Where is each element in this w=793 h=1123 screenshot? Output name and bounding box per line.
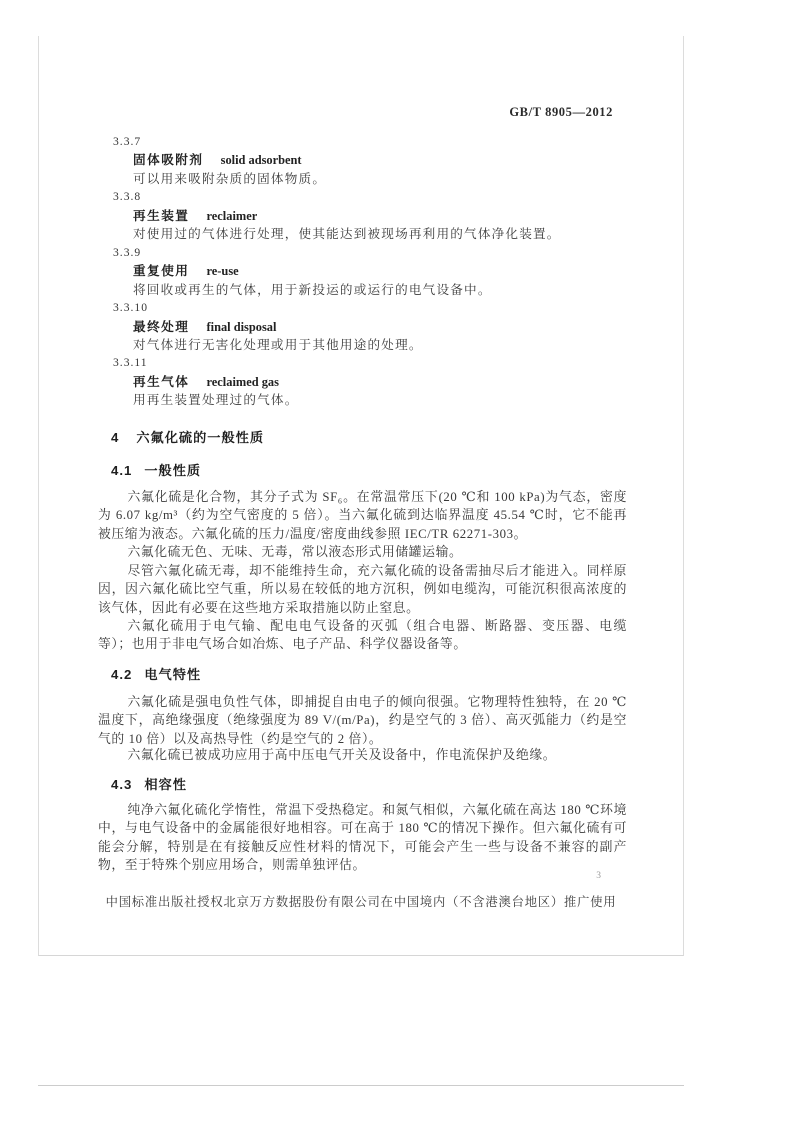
page-number: 3	[596, 871, 601, 881]
term-definition: 用再生装置处理过的气体。	[133, 393, 299, 408]
section-heading-4-3	[111, 775, 187, 794]
term-section	[39, 133, 683, 188]
term-title-zh: 固体吸附剂	[133, 153, 204, 168]
paragraph: 六氟化硫无色、无味、无毒，常以液态形式用储罐运输。	[127, 545, 463, 559]
term-title-zh: 再生装置	[133, 208, 190, 223]
chapter-number: 4	[111, 430, 120, 445]
term-title-en: reclaimed gas	[206, 374, 279, 389]
paragraph: 尽管六氟化硫无毒，却不能维持生命，充六氟化硫的设备需抽尽后才能进入。同样原因，因六氟化硫比空气重，所以易在较低的地方沉积，例如电缆沟，可能沉积很高浓度的该气体，因此有必要在这些地方采取措施以防止窒息。	[98, 564, 627, 615]
paragraph: 六氟化硫是强电负性气体，即捕捉自由电子的倾向很强。它物理特性独特，在 20 ℃温度下，高绝缘强度（绝缘强度为 89 V/(m/Pa)，约是空气的 3 倍）、高灭弧能力（约是空气的 10 倍）以及高热导性（约是空气的 2 倍）。	[98, 695, 627, 746]
term-definition: 将回收或再生的气体，用于新投运的或运行的电气设备中。	[133, 282, 492, 297]
term-definition: 对使用过的气体进行处理，使其能达到被现场再利用的气体净化装置。	[133, 227, 561, 242]
term-title-en: solid adsorbent	[220, 153, 302, 168]
paragraph: 六氟化硫已被成功应用于高中压电气开关及设备中，作电流保护及绝缘。	[127, 748, 557, 762]
term-title	[133, 151, 683, 169]
standard-number-header: GB/T 8905—2012	[509, 105, 613, 119]
paragraph: 六氟化硫是化合物，其分子式为 SF₆。在常温常压下(20 ℃和 100 kPa)为气态，密度为 6.07 kg/m³（约为空气密度的 5 倍）。当六氟化硫到达临界温度 45.54 ℃时，它不能再被压缩为液态。六氟化硫的压力/温度/密度曲线参照 IEC/TR 62271-303。	[98, 490, 627, 541]
paragraph: 六氟化硫用于电气输、配电电气设备的灭弧（组合电器、断路器、变压器、电缆等）；也用于非电气场合如冶炼、电子产品、科学仪器设备等。	[98, 619, 627, 652]
term-title-zh: 最终处理	[133, 319, 190, 334]
section-title: 一般性质	[144, 463, 202, 478]
section-title: 电气特性	[144, 667, 202, 682]
term-title-zh: 再生气体	[133, 374, 190, 389]
term-title	[133, 373, 683, 391]
chapter-title: 六氟化硫的一般性质	[136, 430, 265, 445]
term-number: 3.3.10	[113, 301, 148, 315]
term-section	[39, 188, 683, 243]
term-definition: 对气体进行无害化处理或用于其他用途的处理。	[133, 337, 423, 352]
term-title-zh: 重复使用	[133, 264, 190, 279]
term-title-en: re-use	[206, 264, 239, 279]
term-number: 3.3.9	[113, 245, 142, 259]
term-title	[133, 207, 683, 225]
section-title: 相容性	[144, 777, 187, 792]
term-title-en: reclaimer	[206, 208, 258, 223]
document-page	[38, 36, 684, 956]
term-section	[39, 299, 683, 354]
term-section	[39, 354, 683, 409]
chapter-heading	[111, 428, 264, 447]
section-number: 4.3	[111, 777, 133, 792]
term-number: 3.3.11	[113, 356, 148, 370]
section-heading-4-2	[111, 665, 201, 684]
term-number: 3.3.7	[113, 135, 142, 148]
term-definition: 可以用来吸附杂质的固体物质。	[133, 171, 327, 186]
term-section	[39, 244, 683, 299]
term-title-en: final disposal	[206, 319, 277, 334]
term-title	[133, 262, 683, 280]
section-heading-4-1	[111, 461, 201, 480]
term-title	[133, 318, 683, 336]
terms-and-definitions-list	[39, 133, 683, 410]
section-number: 4.2	[111, 667, 133, 682]
bottom-separator-rule	[38, 1085, 684, 1086]
footer-copyright-note: 中国标准出版社授权北京万方数据股份有限公司在中国境内（不含港澳台地区）推广使用	[105, 895, 617, 909]
term-number: 3.3.8	[113, 190, 142, 204]
paragraph: 纯净六氟化硫化学惰性，常温下受热稳定。和氮气相似，六氟化硫在高达 180 ℃环境中，与电气设备中的金属能很好地相容。可在高于 180 ℃的情况下操作。但六氟化硫有可能会分解，特别是在有接触反应性材料的情况下，可能会产生一些与设备不兼容的副产物，至于特殊个别应用场合，则需单独评估。	[98, 803, 627, 873]
section-number: 4.1	[111, 463, 133, 478]
